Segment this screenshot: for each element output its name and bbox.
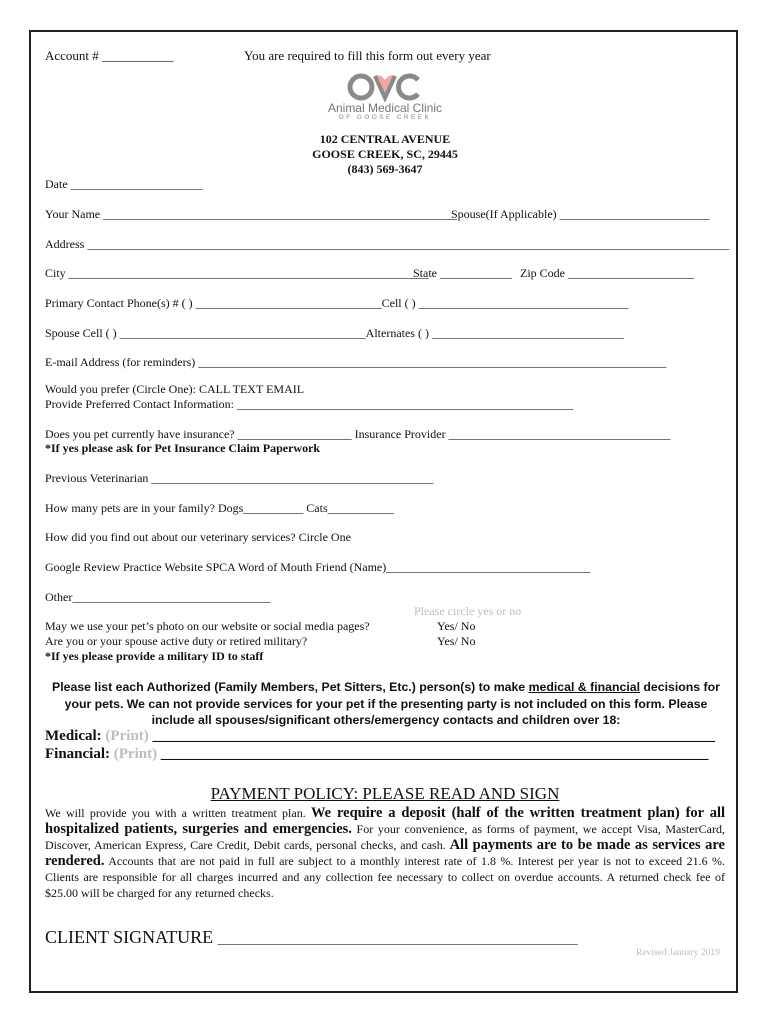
medical-line: ___________________________________________________________________________	[152, 728, 715, 744]
address-street: 102 CENTRAL AVENUE	[319, 132, 451, 146]
preferred-contact-field[interactable]: Provide Preferred Contact Information: ________________________________________________________	[45, 397, 573, 411]
financial-label: Financial:	[45, 746, 111, 762]
medical-word: medical	[528, 680, 578, 694]
photo-question: May we use your pet’s photo on our website or social media pages?	[45, 619, 370, 633]
name-field[interactable]: Your Name ___________________________________________________________	[45, 207, 458, 221]
medical-print-hint: (Print)	[105, 728, 149, 744]
account-field[interactable]: Account # ___________	[45, 48, 174, 63]
city-field[interactable]: City ____________________________________________________________	[45, 266, 429, 280]
medical-row[interactable]	[45, 728, 715, 745]
email-field[interactable]: E-mail Address (for reminders) ______________________________________________________________________________	[45, 355, 667, 369]
previous-vet-field[interactable]: Previous Veterinarian _______________________________________________	[45, 471, 434, 485]
military-note: *If yes please provide a military ID to staff	[45, 649, 264, 663]
military-question: Are you or your spouse active duty or retired military?	[45, 634, 308, 648]
spouse-cell-field[interactable]: Spouse Cell ( ) _________________________________________Alternates ( ) ________________________________	[45, 326, 624, 340]
payment-policy-text: We will provide you with a written treatment plan. We require a deposit (half of the written treatment plan) for all hospitalized patients, surgeries and emergencies. For your convenience, as forms of payment, we accept Visa, MasterCard, Discover, American Express, Care Credit, Debit cards, personal checks, and cash. All payments are to be made as services are rendered. Accounts that are not paid in full are subject to a monthly interest rate of 1.8 %. Interest per year is not to exceed 21.6 %. Clients are responsible for all charges incurred and any collection fee necessary to collect on overdue accounts. A returned check fee of $25.00 will be charged for any returned checks.	[45, 805, 726, 900]
clinic-name: Animal Medical Clinic	[327, 101, 443, 115]
zip-field[interactable]: Zip Code _____________________	[520, 266, 694, 280]
payment-policy-heading: PAYMENT POLICY: PLEASE READ AND SIGN	[210, 784, 560, 803]
insurance-field[interactable]: Does you pet currently have insurance? ___________________ Insurance Provider _____________________________________	[45, 427, 671, 441]
pets-count-field[interactable]: How many pets are in your family? Dogs__________ Cats___________	[45, 501, 394, 515]
medical-label: Medical:	[45, 728, 102, 744]
annual-notice: You are required to fill this form out every year	[244, 48, 491, 63]
photo-answer[interactable]: Yes/ No	[437, 619, 476, 633]
date-field[interactable]: Date ______________________	[45, 177, 203, 191]
ampersand: &	[577, 680, 587, 694]
spouse-field[interactable]: Spouse(If Applicable) _________________________	[451, 207, 710, 221]
contact-preference[interactable]: Would you prefer (Circle One): CALL TEXT EMAIL	[45, 382, 305, 396]
referral-options[interactable]: Google Review Practice Website SPCA Word of Mouth Friend (Name)__________________________________	[45, 560, 591, 574]
address-phone: (843) 569-3647	[347, 162, 423, 176]
primary-phone-field[interactable]: Primary Contact Phone(s) # ( ) _______________________________Cell ( ) ___________________________________	[45, 296, 629, 310]
financial-line: _________________________________________________________________________	[160, 746, 709, 762]
address-field[interactable]: Address ___________________________________________________________________________________________________________	[45, 237, 730, 251]
circle-hint: Please circle yes or no	[414, 604, 522, 618]
financial-word: financial	[586, 680, 640, 694]
insurance-note: *If yes please ask for Pet Insurance Claim Paperwork	[45, 441, 321, 455]
revision-date: Revised January 2019	[636, 948, 720, 958]
address-city: GOOSE CREEK, SC, 29445	[312, 147, 458, 161]
client-signature-field[interactable]	[45, 927, 578, 948]
referral-question: How did you find out about our veterinary services? Circle One	[45, 530, 351, 544]
financial-print-hint: (Print)	[113, 746, 158, 762]
state-field[interactable]: State ____________	[413, 266, 512, 280]
signature-line: ____________________________________________________________	[217, 932, 578, 946]
military-answer[interactable]: Yes/ No	[437, 634, 476, 648]
other-field[interactable]: Other_________________________________	[45, 590, 271, 604]
financial-row[interactable]	[45, 746, 708, 763]
signature-label: CLIENT SIGNATURE	[45, 927, 214, 947]
clinic-subname: OF GOOSE CREEK	[338, 114, 432, 121]
authorized-persons-notice: Please list each Authorized (Family Members, Pet Sitters, Etc.) person(s) to make medical & financial decisions for your pets. We can not provide services for your pet if the presenting party is not included on this form. Please include all spouses/significant others/emergency contacts and children over 18:	[52, 680, 720, 727]
heart-paw-logo	[345, 72, 425, 102]
